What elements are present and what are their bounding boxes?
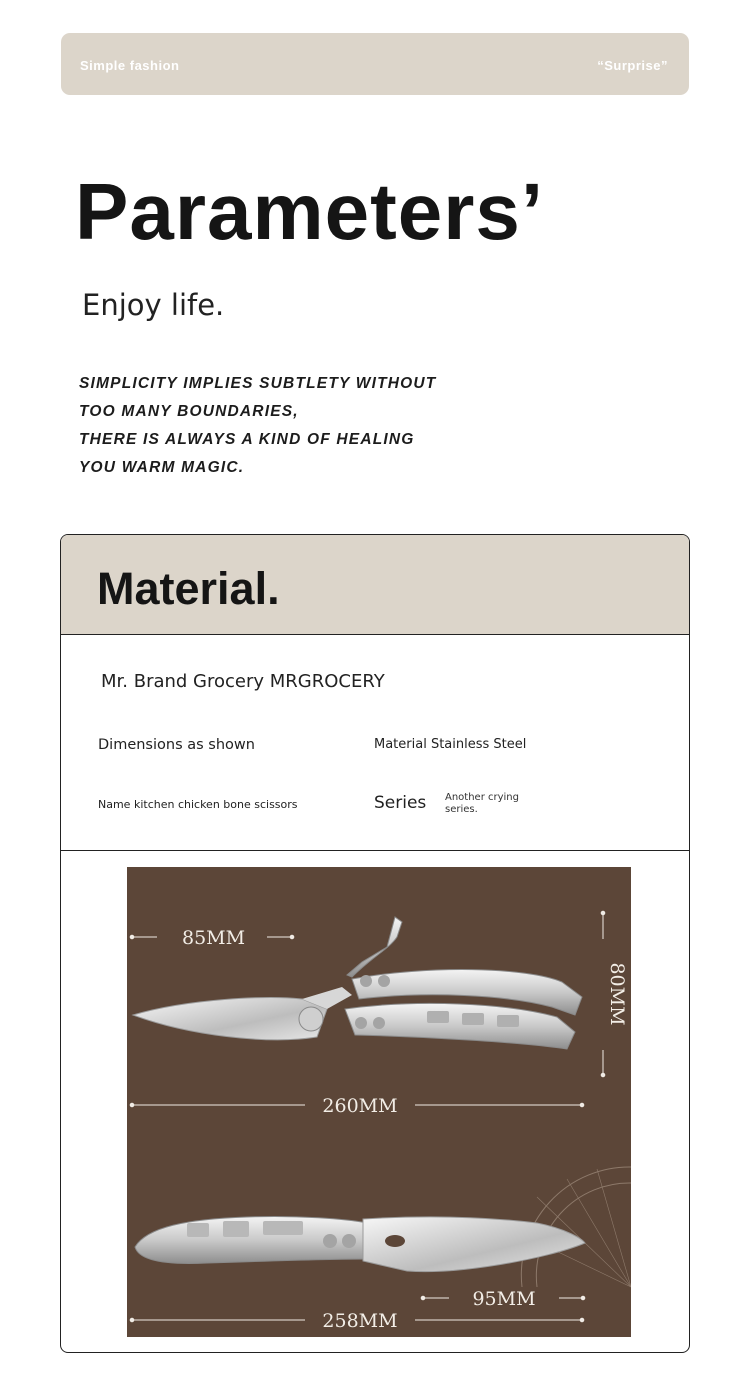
measure-blade-label: 95MM xyxy=(472,1288,536,1310)
tagline-line: TOO MANY BOUNDARIES, xyxy=(79,403,299,420)
measure-handle-label: 85MM xyxy=(182,927,246,949)
scissors-photo xyxy=(127,867,631,1337)
spec-name: Name kitchen chicken bone scissors xyxy=(98,798,298,811)
tagline-line: THERE IS ALWAYS A KIND OF HEALING xyxy=(79,431,415,448)
tagline-line: YOU WARM MAGIC. xyxy=(79,459,245,476)
spec-dimensions: Dimensions as shown xyxy=(98,737,255,753)
page-subtitle: Enjoy life. xyxy=(82,288,225,322)
measure-height-label: 80MM xyxy=(606,962,628,1026)
tagline-line: SIMPLICITY IMPLIES SUBTLETY WITHOUT xyxy=(79,375,437,392)
measure-length-label: 260MM xyxy=(322,1095,398,1117)
material-heading: Material. xyxy=(97,563,280,614)
spec-series-label: Series xyxy=(374,793,427,813)
top-banner xyxy=(61,33,689,95)
material-header xyxy=(61,535,689,635)
spec-brand: Mr. Brand Grocery MRGROCERY xyxy=(101,671,385,692)
spec-series-value: Another crying series. xyxy=(445,792,519,815)
spec-material: Material Stainless Steel xyxy=(374,737,527,752)
measure-length2-label: 258MM xyxy=(322,1310,398,1332)
banner-right-text: “Surprise” xyxy=(597,58,668,73)
material-card xyxy=(60,534,690,1353)
page-title: Parameters’ xyxy=(75,167,545,256)
spec-panel xyxy=(61,635,689,851)
tagline xyxy=(79,370,436,482)
banner-left-text: Simple fashion xyxy=(80,58,180,73)
